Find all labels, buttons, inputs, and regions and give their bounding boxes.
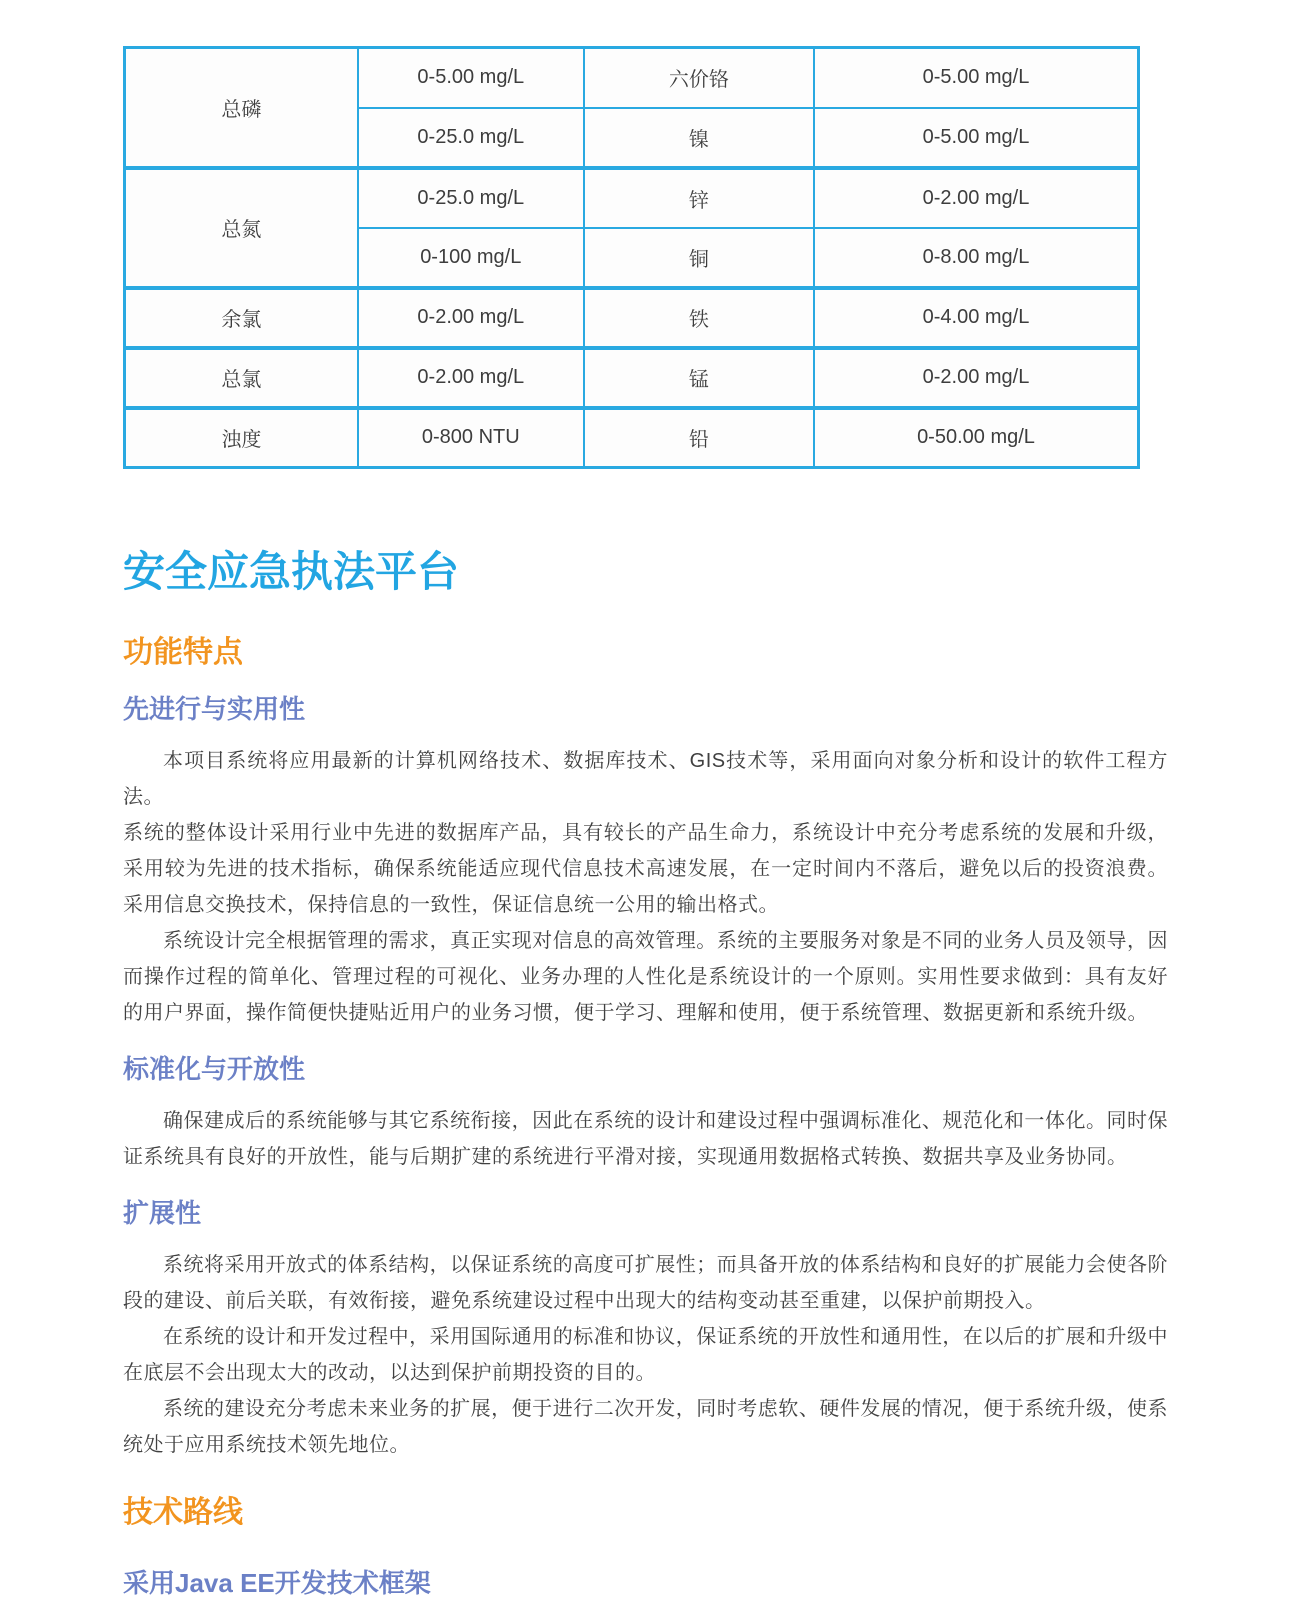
table-row [125,48,1139,108]
paragraph: 在系统的设计和开发过程中，采用国际通用的标准和协议，保证系统的开放性和通用性，在以后的扩展和升级中在底层不会出现太大的改动，以达到保护前期投资的目的。 [123,1326,1168,1384]
param-range-cell: 0-25.0 mg/L [358,168,584,228]
subsection-heading-standardization-openness: 标准化与开放性 [123,1054,306,1084]
subsection-heading-javaee-framework: 采用Java EE开发技术框架 [123,1568,431,1598]
table-row [125,348,1139,408]
param-range-cell: 0-2.00 mg/L [358,288,584,348]
param-range-cell: 0-5.00 mg/L [358,48,584,108]
page-title: 安全应急执法平台 [123,548,460,595]
document-content [0,46,1293,1600]
section-heading-features: 功能特点 [123,636,243,669]
paragraph-block [123,1103,1168,1175]
param-range-cell: 0-5.00 mg/L [814,108,1139,168]
paragraph-block [123,1247,1168,1463]
param-name-cell: 锌 [584,168,814,228]
paragraph: 本项目系统将应用最新的计算机网络技术、数据库技术、GIS技术等，采用面向对象分析和设计的软件工程方法。 [123,750,1168,808]
param-name-cell: 六价铬 [584,48,814,108]
paragraph: 系统的整体设计采用行业中先进的数据库产品，具有较长的产品生命力，系统设计中充分考虑系统的发展和升级，采用较为先进的技术指标，确保系统能适应现代信息技术高速发展，在一定时间内不落后，避免以后的投资浪费。采用信息交换技术，保持信息的一致性，保证信息统一公用的输出格式。 [123,822,1168,916]
param-name-cell: 总氮 [125,168,358,288]
param-name-cell: 铁 [584,288,814,348]
table-row [125,168,1139,228]
param-range-cell: 0-2.00 mg/L [358,348,584,408]
section-heading-technical-route: 技术路线 [123,1496,243,1529]
param-range-cell: 0-4.00 mg/L [814,288,1139,348]
paragraph: 确保建成后的系统能够与其它系统衔接，因此在系统的设计和建设过程中强调标准化、规范化和一体化。同时保证系统具有良好的开放性，能与后期扩建的系统进行平滑对接，实现通用数据格式转换、数据共享及业务协同。 [123,1110,1168,1168]
param-name-cell: 锰 [584,348,814,408]
param-name-cell: 铜 [584,228,814,288]
table-row [125,408,1139,468]
paragraph: 系统将采用开放式的体系结构，以保证系统的高度可扩展性；而具备开放的体系结构和良好的扩展能力会使各阶段的建设、前后关联，有效衔接，避免系统建设过程中出现大的结构变动甚至重建，以保护前期投入。 [123,1254,1168,1312]
param-range-cell: 0-50.00 mg/L [814,408,1139,468]
paragraph: 系统的建设充分考虑未来业务的扩展，便于进行二次开发，同时考虑软、硬件发展的情况，便于系统升级，使系统处于应用系统技术领先地位。 [123,1398,1168,1456]
subsection-heading-extensibility: 扩展性 [123,1198,202,1228]
subsection-heading-advancement-practicality: 先进行与实用性 [123,694,306,724]
paragraph-block [123,743,1168,1031]
param-name-cell: 铅 [584,408,814,468]
param-name-cell: 余氯 [125,288,358,348]
param-range-cell: 0-100 mg/L [358,228,584,288]
param-range-cell: 0-8.00 mg/L [814,228,1139,288]
water-quality-parameters-table [123,46,1140,469]
param-range-cell: 0-5.00 mg/L [814,48,1139,108]
param-range-cell: 0-800 NTU [358,408,584,468]
table-row [125,288,1139,348]
paragraph: 系统设计完全根据管理的需求，真正实现对信息的高效管理。系统的主要服务对象是不同的业务人员及领导，因而操作过程的简单化、管理过程的可视化、业务办理的人性化是系统设计的一个原则。实用性要求做到：具有友好的用户界面，操作简便快捷贴近用户的业务习惯，便于学习、理解和使用，便于系统管理、数据更新和系统升级。 [123,930,1168,1024]
param-range-cell: 0-25.0 mg/L [358,108,584,168]
param-range-cell: 0-2.00 mg/L [814,168,1139,228]
param-name-cell: 总磷 [125,48,358,168]
param-name-cell: 总氯 [125,348,358,408]
param-name-cell: 浊度 [125,408,358,468]
param-name-cell: 镍 [584,108,814,168]
param-range-cell: 0-2.00 mg/L [814,348,1139,408]
